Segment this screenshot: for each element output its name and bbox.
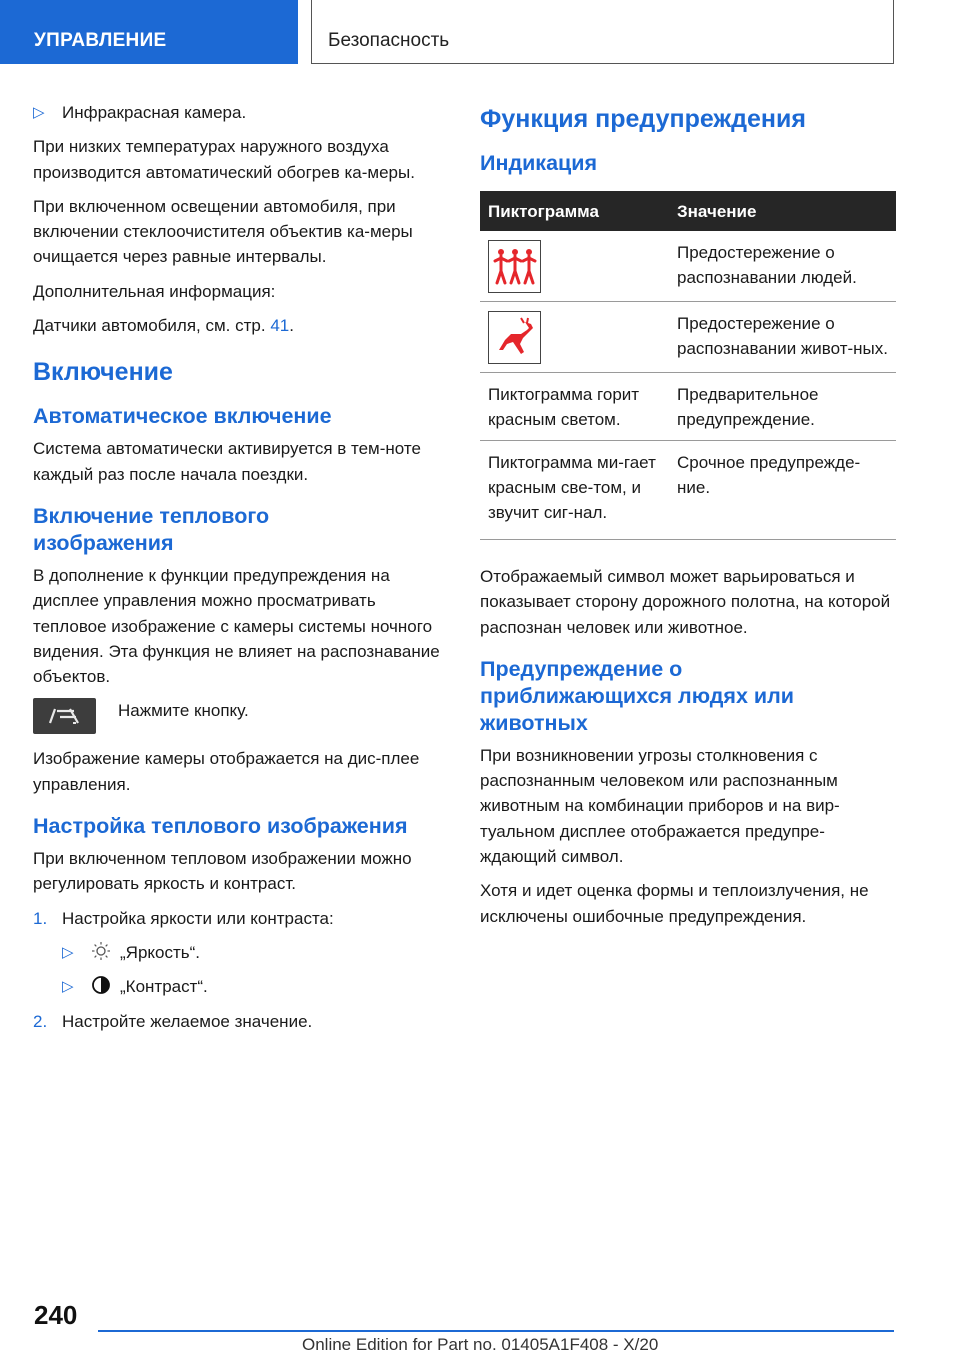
paragraph-sensors: Датчики автомобиля, см. стр. 41. [33, 316, 294, 336]
paragraph: Дополнительная информация: [33, 281, 276, 301]
heading-auto-on: Автоматическое включение [33, 404, 332, 429]
step-2: 2. Настройте желаемое значение. [33, 1011, 313, 1031]
table-cell: Предостережение о распознавании людей. [669, 231, 896, 302]
footer-edition: Online Edition for Part no. 01405A1F408 - X/20 [302, 1335, 659, 1354]
heading-switch-on: Включение [33, 358, 173, 387]
sub-item-brightness: ▷ „Яркость“. [33, 940, 453, 965]
paragraph: При включенном освещении автомобиля, при включении стеклоочистителя объектив ка-меры очищается через равные интервалы. [33, 196, 413, 267]
table-cell: Пиктограмма горит красным светом. [480, 373, 669, 441]
column-header: Значение [669, 191, 896, 231]
table-row [480, 373, 896, 441]
left-column [33, 100, 453, 1043]
paragraph: При низких температурах наружного воздуха производится автоматический обогрев ка-меры. [33, 137, 415, 182]
table-header-row [480, 191, 896, 231]
chapter-title: Безопасность [328, 30, 450, 51]
heading-indication: Индикация [480, 151, 598, 175]
chapter-header [311, 0, 894, 64]
table-cell: Срочное предупрежде-ние. [669, 441, 896, 540]
heading-adjust: Настройка теплового изображения [33, 814, 408, 839]
column-header: Пиктограмма [480, 191, 669, 231]
table-row [480, 231, 896, 302]
contrast-icon [90, 975, 112, 995]
paragraph: В дополнение к функции предупреждения на дисплее управления можно просматривать тепловое изображение с камеры системы ночного видения. Эта функция не влияет на распознавание объектов. [33, 565, 440, 687]
triangle-bullet-icon: ▷ [62, 943, 74, 961]
page-number: 240 [34, 1300, 78, 1330]
step-1: 1. Настройка яркости или контраста: [33, 908, 334, 928]
bullet-item: ▷ Инфракрасная камера. [33, 100, 453, 125]
heading-warning-function: Функция предупреждения [480, 105, 806, 133]
page-link[interactable]: 41 [270, 316, 290, 336]
indication-table [480, 191, 896, 540]
heading-thermal-on: Включение теплового изображения [33, 503, 270, 555]
sub-item-contrast: ▷ „Контраст“. [33, 974, 453, 999]
table-cell: Предостережение о распознавании живот-ных. [669, 302, 896, 373]
paragraph: Хотя и идет оценка формы и теплоизлучения, не исключены ошибочные предупреждения. [480, 881, 869, 926]
right-column [480, 100, 896, 938]
table-row [480, 302, 896, 373]
section-title: УПРАВЛЕНИЕ [34, 30, 167, 51]
footer-divider [98, 1330, 894, 1332]
section-tab [0, 0, 298, 64]
table-row [480, 441, 896, 540]
paragraph: Изображение камеры отображается на дис-плее управления. [33, 749, 420, 794]
paragraph: Система автоматически активируется в тем-ноте каждый раз после начала поездки. [33, 439, 421, 484]
animal-warning-icon [488, 311, 541, 364]
heading-approaching: Предупреждение о приближающихся людях или животных [480, 656, 794, 735]
paragraph: При включенном тепловом изображении можно регулировать яркость и контраст. [33, 849, 412, 894]
sun-icon [90, 941, 112, 961]
table-cell: Пиктограмма ми-гает красным све-том, и звучит сиг-нал. [480, 441, 669, 540]
press-button-row [33, 698, 453, 734]
triangle-bullet-icon: ▷ [62, 978, 74, 996]
press-instruction: Нажмите кнопку. [118, 701, 249, 721]
paragraph: При возникновении угрозы столкновения с распознанным человеком или распознанным животным на комбинации приборов и на вир-туальном дисплее отображается предупре-ждающий символ. [480, 745, 840, 867]
triangle-bullet-icon: ▷ [33, 104, 45, 121]
paragraph: Отображаемый символ может варьироваться и показывает сторону дорожного полотна, на которой распознан человек или животное. [480, 567, 891, 637]
night-vision-button-icon [33, 698, 96, 734]
people-warning-icon [488, 240, 541, 293]
table-cell: Предварительное предупреждение. [669, 373, 896, 441]
